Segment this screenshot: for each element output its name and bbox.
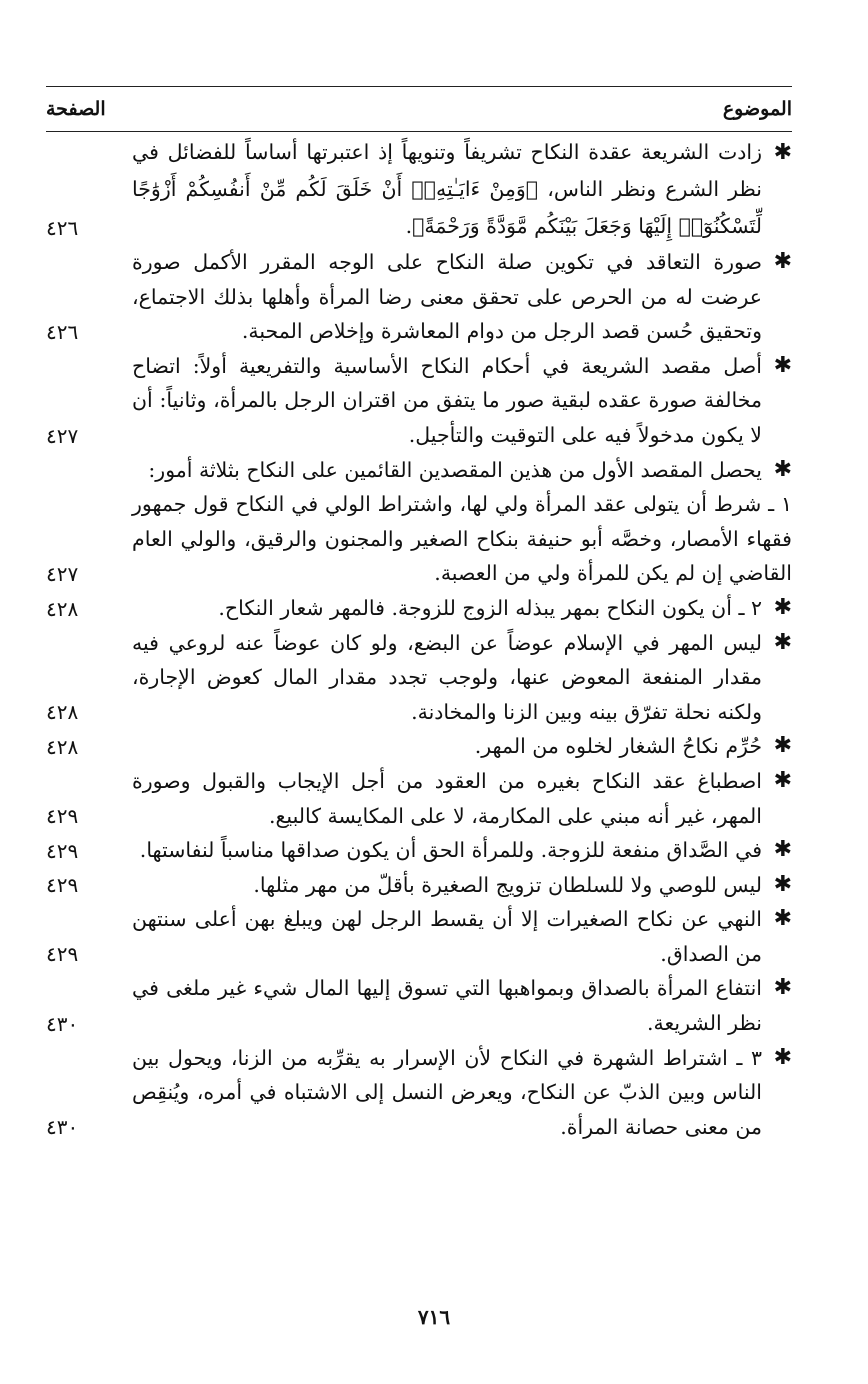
entry-text: زادت الشريعة عقدة النكاح تشريفاً وتنويهاً إذ اعتبرتها أساساً للفضائل في نظر الشرع ونظر الناس، ﴿وَمِنْ ءَايَـٰتِهِۦٓ أَنْ خَلَقَ لَكُم مِّنْ أَنفُسِكُمْ أَزْوَٰجًا لِّتَسْكُنُوٓا۟ إِلَيْهَا وَجَعَلَ بَيْنَكُم مَّوَدَّةً وَرَحْمَةً﴾. bbox=[132, 140, 762, 238]
index-entry bbox=[46, 453, 792, 488]
entry-text: ٢ ـ أن يكون النكاح بمهر يبذله الزوج للزوجة. فالمهر شعار النكاح. bbox=[218, 595, 762, 620]
entry-page-number: ٤٣٠ bbox=[46, 1011, 79, 1036]
index-header bbox=[46, 87, 792, 131]
entry-page-number: ٤٢٦ bbox=[46, 319, 79, 344]
asterisk-icon: ✱ bbox=[773, 767, 792, 793]
index-entry bbox=[46, 902, 792, 971]
entry-page-number: ٤٢٧ bbox=[46, 423, 79, 448]
entry-page-number: ٤٢٩ bbox=[46, 838, 79, 863]
asterisk-icon: ✱ bbox=[773, 249, 792, 274]
topic-column-label: الموضوع bbox=[722, 98, 792, 120]
index-entry bbox=[46, 134, 792, 245]
entry-page-number: ٤٣٠ bbox=[46, 1115, 79, 1140]
index-entry bbox=[46, 971, 792, 1040]
index-entry bbox=[46, 729, 792, 764]
header-rule bbox=[46, 131, 792, 132]
entry-page-number: ٤٢٩ bbox=[46, 942, 79, 967]
entry-text: ٣ ـ اشتراط الشهرة في النكاح لأن الإسرار به يقرِّبه من الزنا، ويحول بين الناس وبين الذبّ عن النكاح، ويعرض النسل إلى الاشتباه في أمره، ويُنقِص من معنى حصانة المرأة. bbox=[132, 1045, 762, 1139]
asterisk-icon: ✱ bbox=[773, 837, 792, 863]
index-entry bbox=[46, 833, 792, 868]
entry-text: في الصَّداق منفعة للزوجة. وللمرأة الحق أن يكون صداقها مناسباً لنفاستها. bbox=[139, 838, 762, 863]
index-entries bbox=[46, 134, 792, 1144]
asterisk-icon: ✱ bbox=[773, 871, 792, 897]
entry-page-number: ٤٢٩ bbox=[46, 804, 79, 829]
asterisk-icon: ✱ bbox=[773, 733, 792, 759]
entry-text: ليس المهر في الإسلام عوضاً عن البضع، ولو كان عوضاً عنه لروعي فيه مقدار المنفعة المعوض عنها، ولوجب تجدد مقدار المال كعوض الإجارة، ولكنه نحلة تفرّق بينه وبين الزنا والمخادنة. bbox=[132, 630, 762, 724]
entry-text: أصل مقصد الشريعة في أحكام النكاح الأساسية والتفريعية أولاً: اتضاح مخالفة صورة عقده لبقية صور ما يتفق من اقتران الرجل بالمرأة، وثانياً: أن لا يكون مدخولاً فيه على التوقيت والتأجيل. bbox=[132, 353, 762, 447]
index-entry bbox=[46, 487, 792, 591]
asterisk-icon: ✱ bbox=[773, 629, 792, 655]
asterisk-icon: ✱ bbox=[773, 594, 792, 620]
entry-page-number: ٤٢٦ bbox=[46, 216, 79, 240]
asterisk-icon: ✱ bbox=[773, 1044, 792, 1070]
index-entry bbox=[46, 764, 792, 833]
entry-text: ليس للوصي ولا للسلطان تزويج الصغيرة بأقلّ من مهر مثلها. bbox=[253, 872, 762, 897]
index-entry bbox=[46, 626, 792, 730]
index-entry bbox=[46, 1041, 792, 1145]
index-entry bbox=[46, 868, 792, 903]
asterisk-icon: ✱ bbox=[773, 906, 792, 932]
entry-page-number: ٤٢٨ bbox=[46, 596, 79, 621]
entry-text: صورة التعاقد في تكوين صلة النكاح على الوجه المقرر الأكمل صورة عرضت له من الحرص على تحقق معنى رضا المرأة وأهلها بذلك الاجتماع، وتحقيق حُسن قصد الرجل من دوام المعاشرة وإخلاص المحبة. bbox=[132, 250, 762, 344]
asterisk-icon: ✱ bbox=[773, 975, 792, 1001]
entry-text: يحصل المقصد الأول من هذين المقصدين القائمين على النكاح بثلاثة أمور: bbox=[148, 457, 762, 482]
index-entry bbox=[46, 349, 792, 453]
asterisk-icon: ✱ bbox=[773, 456, 792, 482]
entry-page-number: ٤٢٩ bbox=[46, 873, 79, 898]
asterisk-icon: ✱ bbox=[773, 140, 792, 165]
entry-page-number: ٤٢٨ bbox=[46, 734, 79, 759]
page-number: ٧١٦ bbox=[417, 1305, 451, 1329]
index-page bbox=[46, 86, 792, 1144]
entry-text: اصطباغ عقد النكاح بغيره من العقود من أجل الإيجاب والقبول وصورة المهر، غير أنه مبني على المكارمة، لا على المكايسة كالبيع. bbox=[132, 768, 762, 828]
entry-page-number: ٤٢٨ bbox=[46, 700, 79, 725]
entry-text: حُرِّم نكاحُ الشغار لخلوه من المهر. bbox=[474, 734, 762, 759]
entry-text: انتفاع المرأة بالصداق وبمواهبها التي تسوق إليها المال شيء غير ملغى في نظر الشريعة. bbox=[132, 976, 762, 1036]
page-column-label: الصفحة bbox=[46, 98, 106, 120]
index-entry bbox=[46, 591, 792, 626]
index-entry bbox=[46, 245, 792, 349]
entry-text: ١ ـ شرط أن يتولى عقد المرأة ولي لها، واشتراط الولي في النكاح قول جمهور فقهاء الأمصار، وخصَّه أبو حنيفة بنكاح الصغير والمجنون والرقيق، والولي العام القاضي إن لم يكن للمرأة ولي من العصبة. bbox=[132, 492, 792, 586]
entry-page-number: ٤٢٧ bbox=[46, 561, 79, 586]
asterisk-icon: ✱ bbox=[773, 352, 792, 378]
entry-text: النهي عن نكاح الصغيرات إلا أن يقسط الرجل لهن ويبلغ بهن أعلى سنتهن من الصداق. bbox=[132, 907, 762, 966]
